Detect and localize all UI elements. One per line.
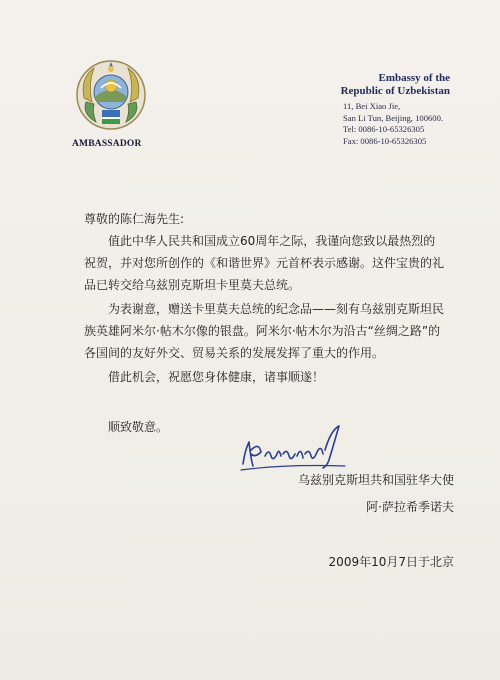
fax: Fax: 0086-10-65326305	[343, 135, 427, 146]
paragraph-1: 值此中华人民共和国成立60周年之际，我谨向您致以最热烈的祝贺，并对您所创作的《和谐世界》元首杯表示感谢。这件宝贵的礼品已转交给乌兹别克斯坦卡里莫夫总统。	[84, 234, 445, 292]
embassy-name-line2: Republic of Uzbekistan	[340, 85, 450, 97]
handwritten-signature	[235, 420, 355, 476]
uzbekistan-emblem-icon	[74, 58, 148, 132]
salutation: 尊敬的陈仁海先生:	[84, 212, 185, 226]
paragraph-3: 借此机会，祝愿您身体健康，诸事顺遂！	[108, 370, 325, 384]
address-line1: 11, Bei Xiao Jie,	[343, 101, 401, 111]
embassy-address	[343, 101, 463, 147]
address-line2: San Li Tun, Beijing, 100600.	[343, 112, 444, 123]
paragraph-2: 为表谢意，赠送卡里莫夫总统的纪念品——刻有乌兹别克斯坦民族英雄阿米尔·帖木尔像的银盘。阿米尔·帖木尔为沿古“丝绸之路”的各国间的友好外交、贸易关系的发展发挥了重大的作用。	[84, 302, 445, 360]
ambassador-label: AMBASSADOR	[72, 139, 142, 149]
embassy-name-line1: Embassy of the	[378, 72, 450, 84]
embassy-name	[320, 72, 450, 98]
letter-date: 2009年10月7日于北京	[328, 555, 454, 569]
signatory-name: 阿·萨拉希季诺夫	[366, 500, 454, 514]
signatory-title: 乌兹别克斯坦共和国驻华大使	[297, 473, 454, 487]
closing-line: 顺致敬意。	[108, 420, 169, 434]
telephone: Tel: 0086-10-65326305	[343, 124, 425, 134]
